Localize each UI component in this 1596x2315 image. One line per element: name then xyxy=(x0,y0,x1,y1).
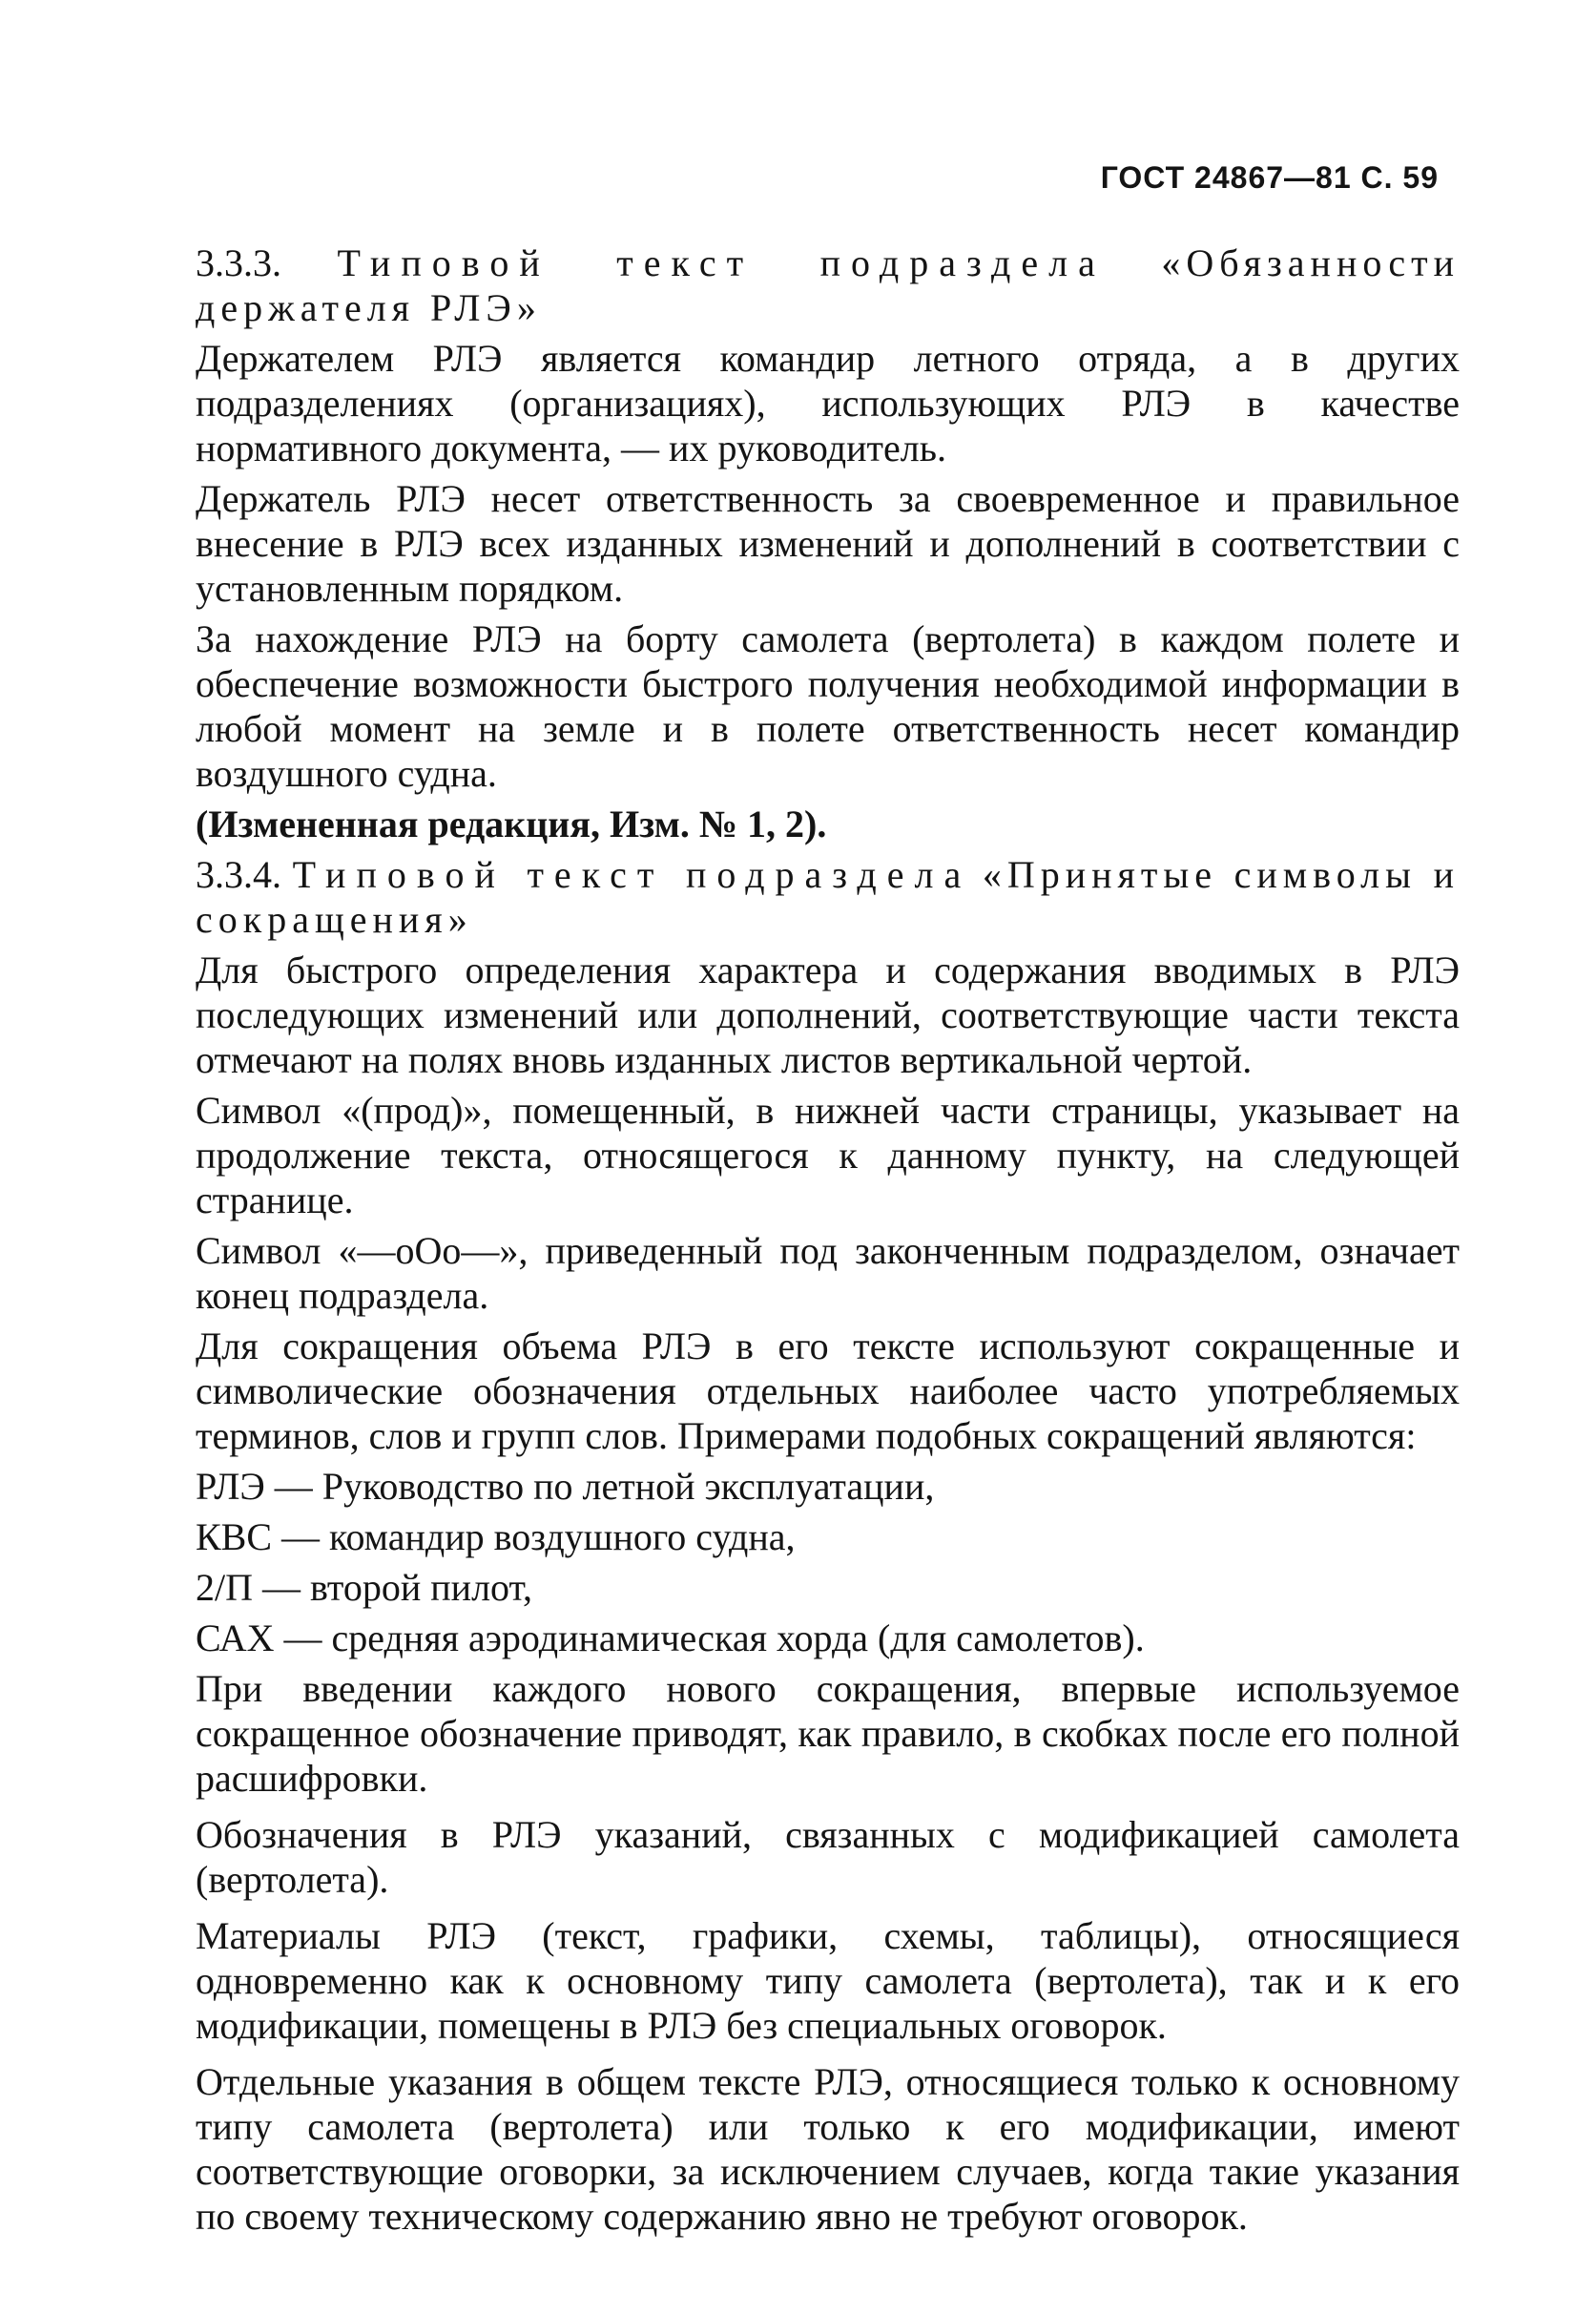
section-heading-title: «Принятые символы и сокращения» xyxy=(196,853,1461,941)
paragraph: При введении каждого нового сокращения, впервые используемое сокращенное обозначение приводят, как правило, в скобках после его полной расшифровки. xyxy=(196,1667,1460,1800)
paragraph: Обозначения в РЛЭ указаний, связанных с модификацией самолета (вертолета). xyxy=(196,1813,1460,1901)
section-heading-words: Типовой текст подраздела xyxy=(292,853,972,896)
section-number: 3.3.4. xyxy=(196,853,281,896)
paragraph: За нахождение РЛЭ на борту самолета (вертолета) в каждом полете и обеспечение возможности быстрого получения необходимой информации в любой момент на земле и в полете ответственность несет командир воздушного судна. xyxy=(196,617,1460,795)
paragraph: Материалы РЛЭ (текст, графики, схемы, таблицы), относящиеся одновременно как к основному типу самолета (вертолета), так и к его модификации, помещены в РЛЭ без специальных оговорок. xyxy=(196,1914,1460,2047)
document-body xyxy=(196,240,1460,2244)
section-heading xyxy=(196,852,1460,942)
section-heading-title: «Обязанности держателя РЛЭ» xyxy=(196,241,1461,329)
amendment-note: (Измененная редакция, Изм. № 1, 2). xyxy=(196,803,827,845)
running-head: ГОСТ 24867—81 С. 59 xyxy=(1100,160,1439,195)
paragraph: Для быстрого определения характера и содержания вводимых в РЛЭ последующих изменений или дополнений, соответствующие части текста отмечают на полях вновь изданных листов вертикальной чертой. xyxy=(196,949,1460,1081)
paragraph: Символ «—оОо—», приведенный под законченным подразделом, означает конец подраздела. xyxy=(196,1229,1460,1317)
paragraph: Держателем РЛЭ является командир летного отряда, а в других подразделениях (организациях), использующих РЛЭ в качестве нормативного документа, — их руководитель. xyxy=(196,337,1460,469)
paragraph: Для сокращения объема РЛЭ в его тексте используют сокращенные и символические обозначения отдельных наиболее часто употребляемых терминов, слов и групп слов. Примерами подобных сокращений являются: xyxy=(196,1324,1460,1457)
abbreviation-item: КВС — командир воздушного судна, xyxy=(196,1515,796,1558)
section-number: 3.3.3. xyxy=(196,241,281,284)
abbreviation-item: РЛЭ — Руководство по летной эксплуатации, xyxy=(196,1465,935,1508)
paragraph: Символ «(прод)», помещенный, в нижней части страницы, указывает на продолжение текста, относящегося к данному пункту, на следующей странице. xyxy=(196,1089,1460,1221)
abbreviation-item: САХ — средняя аэродинамическая хорда (для самолетов). xyxy=(196,1616,1145,1659)
paragraph: Держатель РЛЭ несет ответственность за своевременное и правильное внесение в РЛЭ всех изданных изменений и дополнений в соответствии с установленным порядком. xyxy=(196,477,1460,610)
section-heading xyxy=(196,240,1460,330)
abbreviation-item: 2/П — второй пилот, xyxy=(196,1566,532,1609)
section-heading-words: Типовой текст подраздела xyxy=(337,241,1106,284)
paragraph: Отдельные указания в общем тексте РЛЭ, относящиеся только к основному типу самолета (вертолета) или только к его модификации, имеют соответствующие оговорки, за исключением случаев, когда такие указания по своему техническому содержанию явно не требуют оговорок. xyxy=(196,2060,1460,2238)
